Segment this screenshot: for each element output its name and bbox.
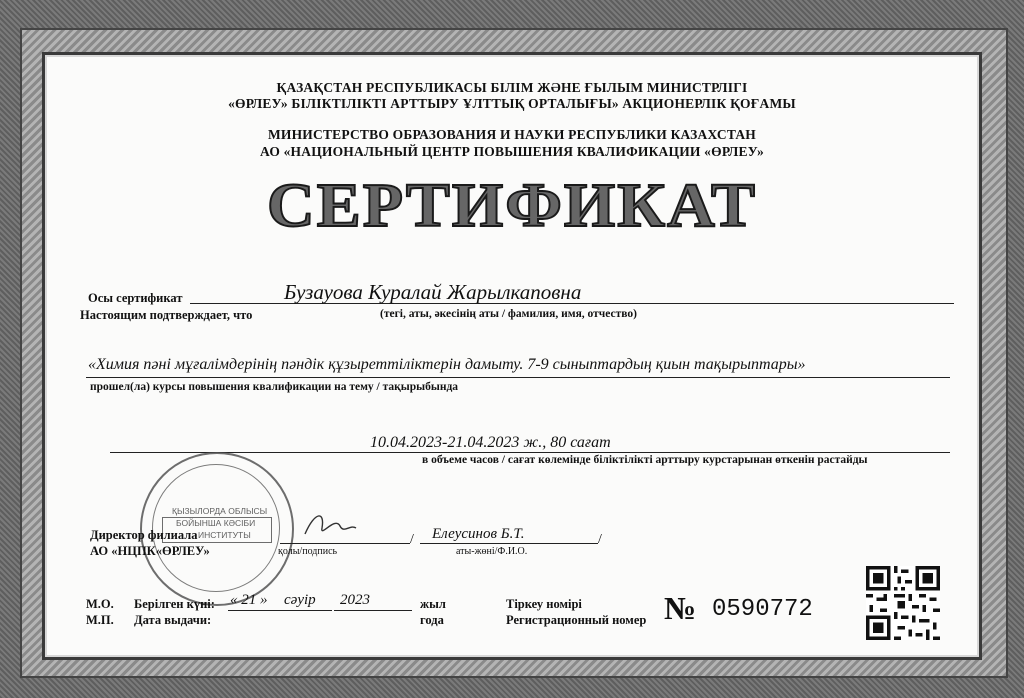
stamp-line1: ҚЫЗЫЛОРДА ОБЛЫСЫ bbox=[172, 506, 268, 516]
recipient-label-kz: Осы сертификат bbox=[88, 291, 183, 305]
duration-caption: в объеме часов / сағат көлемінде біліктілікті арттыру курстарынан өткенін растайды bbox=[422, 454, 868, 466]
qr-code bbox=[866, 566, 940, 640]
duration-value: 10.04.2023-21.04.2023 ж., 80 сағат bbox=[370, 434, 611, 451]
mp-kz: М.О. bbox=[86, 597, 114, 611]
issue-month-line bbox=[282, 610, 332, 611]
course-caption: прошел(ла) курсы повышения квалификации на тему / тақырыбында bbox=[90, 381, 459, 393]
director-label1: Директор филиала bbox=[90, 528, 198, 542]
header-ru-line1: МИНИСТЕРСТВО ОБРАЗОВАНИЯ И НАУКИ РЕСПУБЛИКИ КАЗАХСТАН bbox=[267, 127, 757, 142]
issue-label-kz: Берілген күні: bbox=[134, 597, 215, 611]
director-label2: АО «НЦПК«ӨРЛЕУ» bbox=[90, 544, 210, 558]
separator-slash-2: / bbox=[598, 532, 602, 547]
course-underline bbox=[86, 377, 950, 378]
registration-label-ru: Регистрационный номер bbox=[506, 613, 647, 627]
director-name-caption: аты-жөні/Ф.И.О. bbox=[456, 546, 528, 557]
recipient-name: Бузауова Куралай Жарылкаповна bbox=[284, 280, 582, 304]
duration-underline bbox=[110, 452, 950, 453]
header-ru-line2: АО «НАЦИОНАЛЬНЫЙ ЦЕНТР ПОВЫШЕНИЯ КВАЛИФИКАЦИИ «ӨРЛЕУ» bbox=[260, 144, 764, 159]
recipient-caption: (тегі, аты, әкесінің аты / фамилия, имя, отчество) bbox=[380, 308, 638, 320]
issue-month: сәуір bbox=[284, 592, 316, 608]
director-name: Елеусинов Б.Т. bbox=[432, 526, 525, 542]
signature-line bbox=[280, 543, 410, 544]
issue-year: 2023 bbox=[340, 592, 370, 608]
mp-ru: М.П. bbox=[86, 613, 114, 627]
header-kz-line2: «ӨРЛЕУ» БІЛІКТІЛІКТІ АРТТЫРУ ҰЛТТЫҚ ОРТАЛЫҒЫ» АКЦИОНЕРЛІК ҚОҒАМЫ bbox=[228, 96, 796, 111]
issue-label-ru: Дата выдачи: bbox=[134, 613, 212, 627]
issue-year-line bbox=[334, 610, 412, 611]
header-kz-line1: ҚАЗАҚСТАН РЕСПУБЛИКАСЫ БІЛІМ ЖӘНЕ ҒЫЛЫМ МИНИСТРЛІГІ bbox=[276, 80, 748, 95]
stamp-line2: БОЙЫНША КӘСІБИ bbox=[176, 518, 256, 528]
issue-year-ru: года bbox=[420, 613, 444, 627]
signature-caption: қолы/подпись bbox=[278, 546, 338, 557]
issue-year-kz: жыл bbox=[420, 597, 446, 611]
registration-number: 0590772 bbox=[712, 596, 813, 623]
director-signature bbox=[300, 506, 360, 542]
director-name-line bbox=[420, 543, 598, 544]
certificate-title: СЕРТИФИКАТ bbox=[267, 170, 757, 241]
registration-number-sign: № bbox=[664, 590, 697, 626]
course-topic: «Химия пәні мұғалімдерінің пәндік құзыреттіліктерін дамыту. 7-9 сыныптардың қиын тақырыптары» bbox=[88, 356, 806, 373]
separator-slash-1: / bbox=[410, 532, 414, 547]
stamp-line3: ИНСТИТУТЫ bbox=[198, 530, 251, 540]
issue-day-line bbox=[228, 610, 282, 611]
registration-label-kz: Тіркеу номірі bbox=[506, 597, 582, 611]
issue-day: « 21 » bbox=[230, 592, 268, 608]
recipient-label-ru: Настоящим подтверждает, что bbox=[80, 308, 253, 322]
